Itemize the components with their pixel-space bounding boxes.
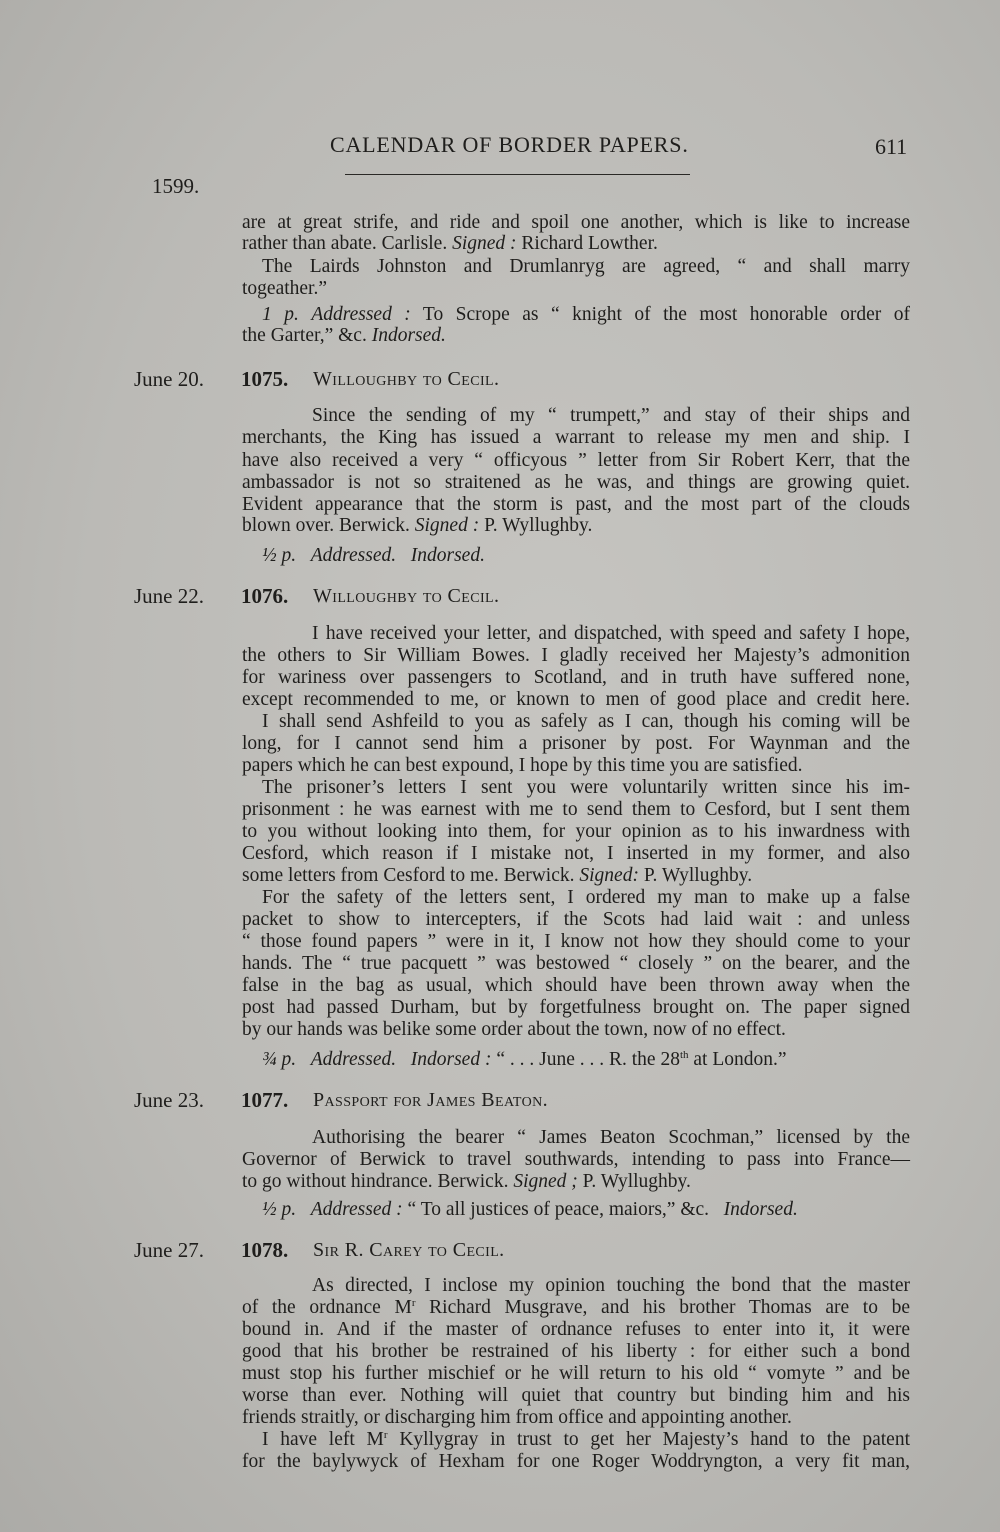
text-run: of the ordnance M xyxy=(242,1297,412,1318)
body-line xyxy=(242,515,592,537)
body-line: to you without looking into them, for your opinion as to his inwardness with xyxy=(242,821,910,842)
body-line: Governor of Berwick to travel southwards, intending to pass into France— xyxy=(242,1149,910,1170)
indorsed-label: Indorsed. xyxy=(410,545,485,566)
superscript: r xyxy=(411,1297,416,1309)
signed-label: Signed : xyxy=(414,515,480,536)
indorsed-label: Indorsed. xyxy=(371,325,446,346)
text-run: to go without hindrance. Berwick. xyxy=(242,1171,509,1192)
entry-date: June 22. xyxy=(134,584,204,608)
entry-date: June 27. xyxy=(134,1238,204,1262)
entry-title: Willoughby to Cecil. xyxy=(313,368,500,390)
page-size: 1 p. xyxy=(262,304,299,325)
body-line: the others to Sir William Bowes. I gladly received her Majesty’s admonition xyxy=(242,645,910,666)
page-size: ½ p. xyxy=(262,545,297,566)
text-run: To Scrope as “ knight of the most honorable order of xyxy=(422,304,911,325)
body-line: Authorising the bearer “ James Beaton Scochman,” licensed by the xyxy=(312,1127,910,1148)
body-line: false in the bag as usual, which should have been thrown away when the xyxy=(242,975,910,996)
body-line: The Lairds Johnston and Drumlanryg are agreed, “ and shall marry xyxy=(262,256,910,277)
addressed-label: Addressed : xyxy=(311,304,411,325)
text-run: at London.” xyxy=(688,1049,787,1070)
body-line: good that his brother be restrained of his liberty : for either such a bond xyxy=(242,1341,910,1362)
body-line: papers which he can best expound, I hope by this time you are satisfied. xyxy=(242,755,803,776)
entry-title: Sir R. Carey to Cecil. xyxy=(313,1239,505,1261)
body-line: for wariness over passengers to Scotland, and in truth have suffered none, xyxy=(242,667,910,688)
body-line: For the safety of the letters sent, I ordered my man to make up a false xyxy=(262,887,910,908)
body-line: merchants, the King has issued a warrant to release my men and ship. I xyxy=(242,427,910,448)
running-head: CALENDAR OF BORDER PAPERS. xyxy=(330,132,689,157)
body-line: I shall send Ashfeild to you as safely as I can, though his coming will be xyxy=(262,711,910,732)
note-line xyxy=(242,325,446,347)
superscript: r xyxy=(383,1429,388,1441)
body-line: packet to show to intercepters, if the Scots had laid wait : and unless xyxy=(242,909,910,930)
indorsed-label: Indorsed : xyxy=(410,1049,492,1070)
superscript: th xyxy=(679,1049,689,1061)
text-run: blown over. Berwick. xyxy=(242,515,410,536)
signer-name: P. Wyllughby. xyxy=(643,865,753,886)
body-line: prisonment : he was earnest with me to send them to Cesford, but I sent them xyxy=(242,799,910,820)
body-line xyxy=(242,233,658,255)
body-line: are at great strife, and ride and spoil one another, which is like to increase xyxy=(242,212,910,233)
entry-number: 1077. xyxy=(241,1088,289,1112)
text-run: “ To all justices of peace, maiors,” &c. xyxy=(407,1199,710,1220)
signed-label: Signed: xyxy=(579,865,639,886)
header-rule xyxy=(345,174,690,175)
entry-number: 1078. xyxy=(241,1238,289,1262)
body-line: Since the sending of my “ trumpett,” and stay of their ships and xyxy=(312,405,910,426)
body-line: except recommended to me, or known to men of good place and credit here. xyxy=(242,689,910,710)
entry-date: June 20. xyxy=(134,367,204,391)
indorsed-label: Indorsed. xyxy=(723,1199,798,1220)
body-line: must stop his further mischief or he will return to his old “ vomyte ” and be xyxy=(242,1363,910,1384)
body-line: long, for I cannot send him a prisoner by post. For Waynman and the xyxy=(242,733,910,754)
entry-number: 1076. xyxy=(241,584,289,608)
note-line xyxy=(262,1199,798,1221)
body-line: by our hands was belike some order about the town, now of no effect. xyxy=(242,1019,786,1040)
body-line: The prisoner’s letters I sent you were voluntarily written since his im- xyxy=(262,777,910,798)
text-run: the Garter,” &c. xyxy=(242,325,367,346)
text-run: Kyllygray in trust to get her Majesty’s hand to the patent xyxy=(387,1429,910,1450)
body-line: have also received a very “ officyous ” letter from Sir Robert Kerr, that the xyxy=(242,450,910,471)
body-line: Evident appearance that the storm is past, and the most part of the clouds xyxy=(242,494,910,515)
note-line xyxy=(262,545,485,567)
page-size: ½ p. xyxy=(262,1199,297,1220)
entry-number: 1075. xyxy=(241,367,289,391)
body-line: bound in. And if the master of ordnance refuses to enter into it, it were xyxy=(242,1319,910,1340)
addressed-label: Addressed. xyxy=(310,1049,397,1070)
year-label: 1599. xyxy=(152,174,200,198)
signed-label: Signed ; xyxy=(513,1171,578,1192)
body-line xyxy=(242,865,752,887)
text-run: “ . . . June . . . R. the 28 xyxy=(496,1049,680,1070)
body-line xyxy=(262,1429,910,1451)
body-line: post had passed Durham, but by forgetfulness brought on. The paper signed xyxy=(242,997,910,1018)
body-line: togeather.” xyxy=(242,278,327,299)
page-size: ¾ p. xyxy=(262,1049,297,1070)
body-line: hands. The “ true pacquett ” was bestowed “ closely ” on the bearer, and the xyxy=(242,953,910,974)
body-line: Cesford, which reason if I mistake not, I inserted in my former, and also xyxy=(242,843,910,864)
note-line xyxy=(262,304,910,326)
body-line: As directed, I inclose my opinion touching the bond that the master xyxy=(312,1275,910,1296)
addressed-label: Addressed : xyxy=(310,1199,403,1220)
text-run: I have left M xyxy=(262,1429,384,1450)
body-line xyxy=(242,1171,691,1193)
body-line: worse than ever. Nothing will quiet that country but binding him and his xyxy=(242,1385,910,1406)
page-number: 611 xyxy=(875,134,908,159)
body-line: I have received your letter, and dispatched, with speed and safety I hope, xyxy=(312,623,910,644)
entry-title: Passport for James Beaton. xyxy=(313,1089,549,1111)
body-line: friends straitly, or discharging him from office and appointing another. xyxy=(242,1407,792,1428)
signer-name: P. Wyllughby. xyxy=(582,1171,691,1192)
entry-title: Willoughby to Cecil. xyxy=(313,585,500,607)
signer-name: P. Wyllughby. xyxy=(484,515,593,536)
body-line: for the baylywyck of Hexham for one Roger Woddryngton, a very fit man, xyxy=(242,1451,910,1472)
note-line xyxy=(262,1049,787,1071)
text-run: some letters from Cesford to me. Berwick. xyxy=(242,865,575,886)
signed-label: Signed : xyxy=(452,233,517,254)
text-run: rather than abate. Carlisle. xyxy=(242,233,448,254)
body-line xyxy=(242,1297,910,1319)
body-line: ambassador is not so straitened as he was, and things are growing quiet. xyxy=(242,472,910,493)
addressed-label: Addressed. xyxy=(310,545,397,566)
entry-date: June 23. xyxy=(134,1088,204,1112)
signer-name: Richard Lowther. xyxy=(521,233,658,254)
body-line: “ those found papers ” were in it, I know not how they should come to your xyxy=(242,931,910,952)
text-run: Richard Musgrave, and his brother Thomas are to be xyxy=(415,1297,910,1318)
